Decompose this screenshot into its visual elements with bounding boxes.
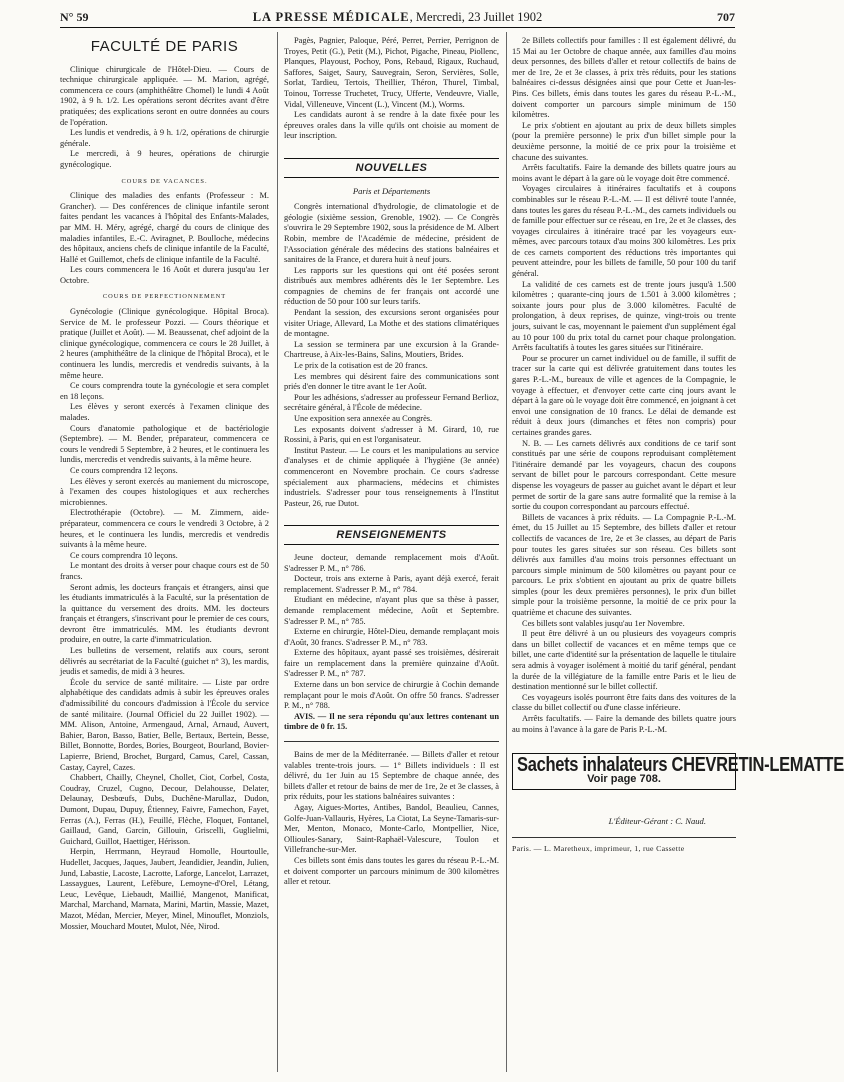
paragraph: Ce cours comprendra 10 leçons. — [70, 550, 178, 560]
advertisement-box — [512, 753, 844, 790]
paragraph: Les exposants doivent s'adresser à M. Girard, 10, rue Rossini, à Paris, qui en est l'organisateur. — [284, 424, 499, 445]
paragraph: La session se terminera par une excursion à la Grande-Chartreuse, à Aix-les-Bains, Salins, Moutiers, Brides. — [284, 339, 499, 360]
page-number: 707 — [717, 10, 735, 24]
paragraph: Arrêts facultatifs. Faire la demande des billets quatre jours au moins avant le départ à la gare où le voyage doit être commencé. — [512, 163, 736, 183]
section-heading-nouvelles: NOUVELLES — [284, 158, 499, 178]
notice-avis: AVIS. — Il ne sera répondu qu'aux lettres contenant un timbre de 0 fr. 15. — [284, 711, 499, 732]
paragraph: N. B. — Les carnets délivrés aux conditions de ce tarif sont constitués par une série de coupons reproduisant complètement l'itinéraire demandé par les voyageurs, chacun des coupons servant de billet pour le parcours correspondant. Cette mesure dispense les voyageurs de passer au guichet avant le départ et leur permet de sortir de la gare sans autre formalité que la remise à la sortie du coupon correspondant au parcours effectué. — [512, 438, 736, 512]
column-1 — [60, 36, 269, 1071]
printer-line: Paris. — L. Maretheux, imprimeur, 1, rue Cassette — [512, 837, 736, 855]
column-divider — [277, 32, 278, 1072]
paragraph: Herpin, Herrmann, Heyraud Homolle, Hourtoulle, Hudellet, Jacques, Jaques, Jaubert, Jeandidier, Jeandin, Julien, Jund, Labastie, Lacoste, Lacrotte, Laforge, Lancelot, Larrazet, Lassaygues, Laurent, Lefèbure, Lemoyne-d'Orel, Létang, Leuc, Levêque, Liebaudt, Maillié, Mangenot, Manificat, Marchal, Marchand, Marnata, Marini, Martin, Massie, Mazet, Mazot, Médan, Mercier, Meyer, Minel, Minouflet, Monziols, Mossier, Mouchard Moutet, Mulot, Née, Nirod. — [60, 847, 269, 931]
paragraph: Jeune docteur, demande remplacement mois d'Août. S'adresser P. M., n° 786. — [284, 552, 499, 573]
ad-subtitle: Voir page 708. — [587, 772, 661, 785]
paragraph: Les lundis et vendredis, à 9 h. 1/2, opérations de chirurgie générale. — [60, 128, 269, 148]
paragraph: Arrêts facultatifs. — Faire la demande des billets quatre jours au moins à l'avance à la gare de Paris P.-L.-M. — [512, 714, 736, 734]
paragraph: Clinique chirurgicale de l'Hôtel-Dieu. — Cours de technique chirurgicale appliquée. — M. Marion, agrégé, commencera ce cours (amphithéâtre Chomel) le lundi 4 Août 1902, à 9 h. 1/2. Les opérations seront décrites avant d'être pratiquées; des explications seront en outre données au cours de l'opération. — [60, 64, 269, 127]
paragraph: École du service de santé militaire. — Liste par ordre alphabétique des candidats admis à subir les épreuves orales d'admissibilité du concours d'admission à l'École du service de santé militaire. (Journal Officiel du 22 Juillet 1902). — MM. Alison, Antoine, Armengaud, Arnal, Arnaud, Auvert, Bahier, Baron, Basso, Batier, Belle, Bertaux, Bertein, Besse, Billet, Bonnotte, Bordes, Bories, Bourgeot, Bourland, Bovier-Lapierre, Briend, Brochet, Burgard, Camus, Carel, Cassan, Castay, Cayrel, Cazes. — [60, 677, 269, 772]
editor-signature: L'Éditeur-Gérant : C. Naud. — [608, 816, 706, 827]
masthead — [60, 10, 735, 25]
paragraph: Les membres qui désirent faire des communications sont priés d'en donner le titre avant le 1er Août. — [284, 371, 499, 392]
paragraph: Les bulletins de versement, relatifs aux cours, seront délivrés au secrétariat de la Faculté (guichet n° 3), les mardis, jeudis et samedis, de midi à 3 heures. — [60, 646, 269, 677]
paragraph: Electrothérapie (Octobre). — M. Zimmern, aide-préparateur, commencera ce cours le vendredi 3 Octobre, à 2 heures, et le continuera les lundis, mercredis et vendredis suivants à la même heure. — [60, 508, 269, 550]
paragraph: Congrès international d'hydrologie, de climatologie et de géologie (sixième session, Grenoble, 1902). — Ce Congrès s'ouvrira le 29 Septembre 1902, sous la présidence de M. Albert Robin, membre de l'Académie de médecine, président de l'Association générale des médecins des stations balnéaires et sanitaires de la France, et durera huit à neuf jours. — [284, 202, 499, 265]
paragraph: Le prix s'obtient en ajoutant au prix de deux billets simples (pour la première personne) le prix d'un billet simple pour la deuxième personne, la moitié de ce prix pour la troisième et chacune des suivantes. — [512, 120, 736, 162]
paragraph: Ce cours comprendra toute la gynécologie et sera complet en 18 leçons. — [60, 381, 269, 401]
paragraph: Les élèves y seront exercés au maniement du microscope, à l'examen des coupes histologiques et aux recherches microbiennes. — [60, 476, 269, 507]
column-2 — [284, 36, 499, 1071]
paragraph: Cours d'anatomie pathologique et de bactériologie (Septembre). — M. Bender, préparateur, commencera ce cours le vendredi 5 Septembre, à 2 heures, et le continuera les lundis, mercredis et vendredis suivants, à la même heure. — [60, 423, 269, 465]
issue-date: , Mercredi, 23 Juillet 1902 — [409, 10, 543, 24]
subheading-perfectionnement: COURS DE PERFECTIONNEMENT — [102, 293, 227, 301]
subheading-paris-departements: Paris et Départements — [352, 185, 431, 196]
paragraph: Clinique des maladies des enfants (Professeur : M. Grancher). — Des conférences de clinique infantile seront faites pendant les vacances à l'hôpital des Enfants-Malades, par MM. H. Méry, agrégé, chargé du cours de clinique des maladies infantiles, E.-C. Aviragnet, P. Boulloche, médecins des hôpitaux, anciens chefs de clinique infantile de la Faculté, Hallé et Guillemot, chefs de clinique infantile de la Faculté. — [60, 191, 269, 264]
paragraph: Agay, Aigues-Mortes, Antibes, Bandol, Beaulieu, Cannes, Golfe-Juan-Vallauris, Hyères, La Ciotat, La Seyne-Tamaris-sur-Mer, Menton, Monaco, Monte-Carlo, Montpellier, Nice, Ollioules-Sanary, Saint-Raphaël-Valescure, Toulon et Villefranche-sur-Mer. — [284, 803, 499, 855]
paragraph: Il peut être délivré à un ou plusieurs des voyageurs compris dans un billet collectif de vacances et en même temps que ce billet, une carte d'identité sur la présentation de laquelle le titulaire sera admis à voyager isolément à moitié du tarif général, pendant la durée de la villégiature de la famille entre Paris et le lieu de destination mentionné sur le billet collectif. — [512, 629, 736, 692]
paragraph: Ces billets sont valables jusqu'au 1er Novembre. — [522, 618, 685, 628]
paragraph: Externe en chirurgie, Hôtel-Dieu, demande remplaçant mois d'Août, 30 francs. S'adresser P. M., n° 783. — [284, 627, 499, 647]
paragraph: Docteur, trois ans externe à Paris, ayant déjà exercé, ferait remplacement. S'adresser P. M., n° 784. — [284, 574, 499, 594]
paragraph: 2e Billets collectifs pour familles : Il est également délivré, du 15 Mai au 1er Octobre de chaque année, aux familles d'au moins deux personnes, des billets d'aller et retour collectifs de bains de mer de 1re, 2e et 3e classes, à prix très réduits, pour les stations balnéaires ci-dessus désignées ainsi que pour Cette et Juan-les-Pins. Ces billets, émis dans toutes les gares du réseau P.-L.-M., doivent comporter un parcours simple minimum de 150 kilomètres. — [512, 36, 736, 120]
section-title-faculte: FACULTÉ DE PARIS — [90, 38, 239, 55]
paragraph: Pour les adhésions, s'adresser au professeur Fernand Berlioz, secrétaire général, à l'École de médecine. — [284, 392, 499, 413]
column-3 — [512, 36, 844, 1071]
paragraph: Pendant la session, des excursions seront organisées pour visiter Uriage, Allevard, La Mothe et des stations climatériques de montagne. — [284, 308, 499, 339]
column-divider — [506, 32, 507, 1072]
paragraph: Les cours commencera le 16 Août et durera jusqu'au 1er Octobre. — [60, 265, 269, 285]
paragraph: Une exposition sera annexée au Congrès. — [294, 414, 433, 423]
paragraph: La validité de ces carnets est de trente jours jusqu'à 1.500 kilomètres ; quarante-cinq jours de 1.501 à 3.000 kilomètres ; soixante jours pour plus de 3.000 kilomètres. Faculté de prolongation, à deux reprises, de quinze, vingt-trois ou trente jours, suivant le cas, moyennant le paiement d'un supplément égal au 10 pour 100 du prix total du carnet pour chaque prolongation. Arrêts facultatifs à toutes les gares situées sur l'itinéraire. — [512, 279, 736, 353]
paragraph: Les candidats auront à se rendre à la date fixée pour les épreuves orales dans la ville qu'ils ont choisie au moment de leur inscription. — [284, 110, 499, 141]
paragraph: Le mercredi, à 9 heures, opérations de chirurgie gynécologique. — [60, 149, 269, 169]
ad-title: Sachets inhalateurs CHEVRETIN-LEMATTE — [517, 753, 844, 777]
paragraph: Pagès, Pagnier, Paloque, Péré, Perret, Perrier, Perrignon de Troyes, Petit (G.), Petit (M.), Pichot, Pigache, Pineau, Piollenc, Planques, Playoust, Pochoy, Pons, Rebaud, Rigaux, Ruchaud, Saffores, Saiget, Saury, Sauvegrain, Seron, Servières, Solle, Sorlat, Tardieu, Tertois, Theillier, Théron, Thurel, Timbal, Toinou, Torresse Truchetet, Trucy, Ufferte, Vendeuvre, Vialle, Vidal, Villeneuve, Vincent (L.), Vincent (M.), Worms. — [284, 36, 499, 109]
paragraph: Externe dans un bon service de chirurgie à Cochin demande remplaçant pour le mois d'Août. On offre 50 francs. S'adresser P. M., n° 788. — [284, 680, 499, 711]
paragraph: Bains de mer de la Méditerranée. — Billets d'aller et retour valables trente-trois jours. — 1° Billets individuels : Il est délivré, du 1er Juin au 15 Septembre de chaque année, des billets d'aller et retour de bains de mer de 1re, 2e et 3e classes, à prix réduits, pour les stations balnéaires suivantes : — [284, 750, 499, 802]
subheading-vacances: COURS DE VACANCES. — [121, 177, 208, 185]
paragraph: Etudiant en médecine, n'ayant plus que sa thèse à passer, demande remplacement médecine, Août et Septembre. S'adresser P. M., n° 785. — [284, 595, 499, 626]
paragraph: Le montant des droits à verser pour chaque cours est de 50 francs. — [60, 561, 269, 581]
paragraph: Externe des hôpitaux, ayant passé ses troisièmes, désirerait faire un remplacement dans la première quinzaine d'Août. S'adresser P. M., n° 787. — [284, 648, 499, 679]
paragraph: Pour se procurer un carnet individuel ou de famille, il suffit de tracer sur la carte qui est délivrée gratuitement dans toutes les gares P.-L.-M., bureaux de ville et agences de la Compagnie, le voyage à effectuer, et d'envoyer cette carte cinq jours avant le départ à la gare où le voyage doit être commencé, en joignant à cet envoi une consignation de 10 francs. Le délai de demande est réduit à deux jours (dimanches et fêtes non compris) pour certaines grandes gares. — [512, 353, 736, 437]
section-heading-renseignements: RENSEIGNEMENTS — [284, 525, 499, 545]
paragraph: Gynécologie (Clinique gynécologique. Hôpital Broca). Service de M. le professeur Pozzi. — Cours théorique et pratique (Juillet et Août). — M. Beaussenat, chef adjoint de la clinique gynécologique, commencera ce cours le 28 Juillet, à 2 heures (amphithéâtre de la clinique de l'hôpital Broca), et le continuera les lundis, mercredis et vendredis suivants, à la même heure. — [60, 307, 269, 380]
paragraph: Seront admis, les docteurs français et étrangers, ainsi que les étudiants immatriculés à la Faculté, sur la présentation de la quittance du versement des droits. MM. les docteurs français et étrangers, s'inscrivant pour le premier de ces cours, devront être immatriculés. MM. les étudiants devront produire, en outre, la carte d'immatriculation. — [60, 582, 269, 645]
header-rule — [60, 27, 735, 28]
paragraph: Chabbert, Chailly, Cheynel, Chollet, Ciot, Corbel, Costa, Coudray, Cruzel, Cugno, Decour, Delahousse, Delater, Delaunay, Desbœufs, Dubs, Duchêne-Marullaz, Dudon, Dumont, Dupau, Dupuy, Étienney, Faivre, Famechon, Fayet, Ferras (A.), Ferras (H.), Feuillé, Flèche, Floquet, Fontanel, Gaillaud, Gand, Garcin, Gillouin, Griscelli, Guglielmi, Guichard, Guillot, Haettiger, Hérisson. — [60, 773, 269, 846]
paragraph: Voyages circulaires à itinéraires facultatifs et à coupons combinables sur le réseau P.-L.-M. — Il est délivré toute l'année, dans toutes les gares du réseau P.-L.-M., des carnets individuels ou de famille pour effectuer sur ce réseau, en 1re, 2e et 3e classes, des voyages circulaires à itinéraire tracé par les voyageurs eux-mêmes, avec parcours totaux d'au moins 300 kilomètres. Les prix de ces carnets comportent des réductions très importantes qui peuvent atteindre, pour les billets de famille, 50 pour 100 du tarif général. — [512, 184, 737, 279]
issue-number: N° 59 — [60, 10, 89, 24]
paragraph: Ce cours comprendra 12 leçons. — [70, 465, 178, 475]
paragraph: Les rapports sur les questions qui ont été posées seront distribués aux membres adhérents dès le 1er Septembre. Les compagnies de chemins de fer français ont accordé une réduction de 50 pour 100 sur leurs tarifs. — [284, 265, 499, 307]
paragraph: Ces voyageurs isolés pourront être faits dans des voitures de la classe du billet collectif ou d'une classe inférieure. — [512, 692, 736, 713]
paragraph: Les élèves y seront exercés à l'examen clinique des malades. — [60, 402, 269, 422]
paragraph: Le prix de la cotisation est de 20 francs. — [294, 361, 428, 371]
paragraph: Ces billets sont émis dans toutes les gares du réseau P.-L.-M. et doivent comporter un parcours minimum de 300 kilomètres aller et retour. — [284, 855, 499, 887]
divider — [284, 741, 499, 742]
journal-title: LA PRESSE MÉDICALE — [252, 10, 410, 24]
paragraph: Institut Pasteur. — Le cours et les manipulations au service d'analyses et de chimie appliquée à l'hygiène (3e année) commenceront en Novembre prochain. Ce cours s'adresse spécialement aux pharmaciens, médecins et chimistes industriels. S'adresser pour tous renseignements à l'Institut Pasteur, 26, rue Dutot. — [284, 445, 499, 508]
paragraph: Billets de vacances à prix réduits. — La Compagnie P.-L.-M. émet, du 15 Juillet au 15 Septembre, des billets d'aller et retour collectifs de vacances de 1re, 2e et 3e classes, au départ de Paris pour toutes les gares situées sur son réseau. Ces billets sont délivrés aux familles d'au moins trois personnes effectuant un parcours simple minimum de 500 kilomètres ou payant pour ce parcours. Le prix s'obtient en ajoutant au prix de quatre billets simples (pour les deux premières personnes), le prix d'un billet simple pour la troisième personne, la moitié de ce prix pour la quatrième et chacune des suivantes. — [512, 512, 736, 618]
